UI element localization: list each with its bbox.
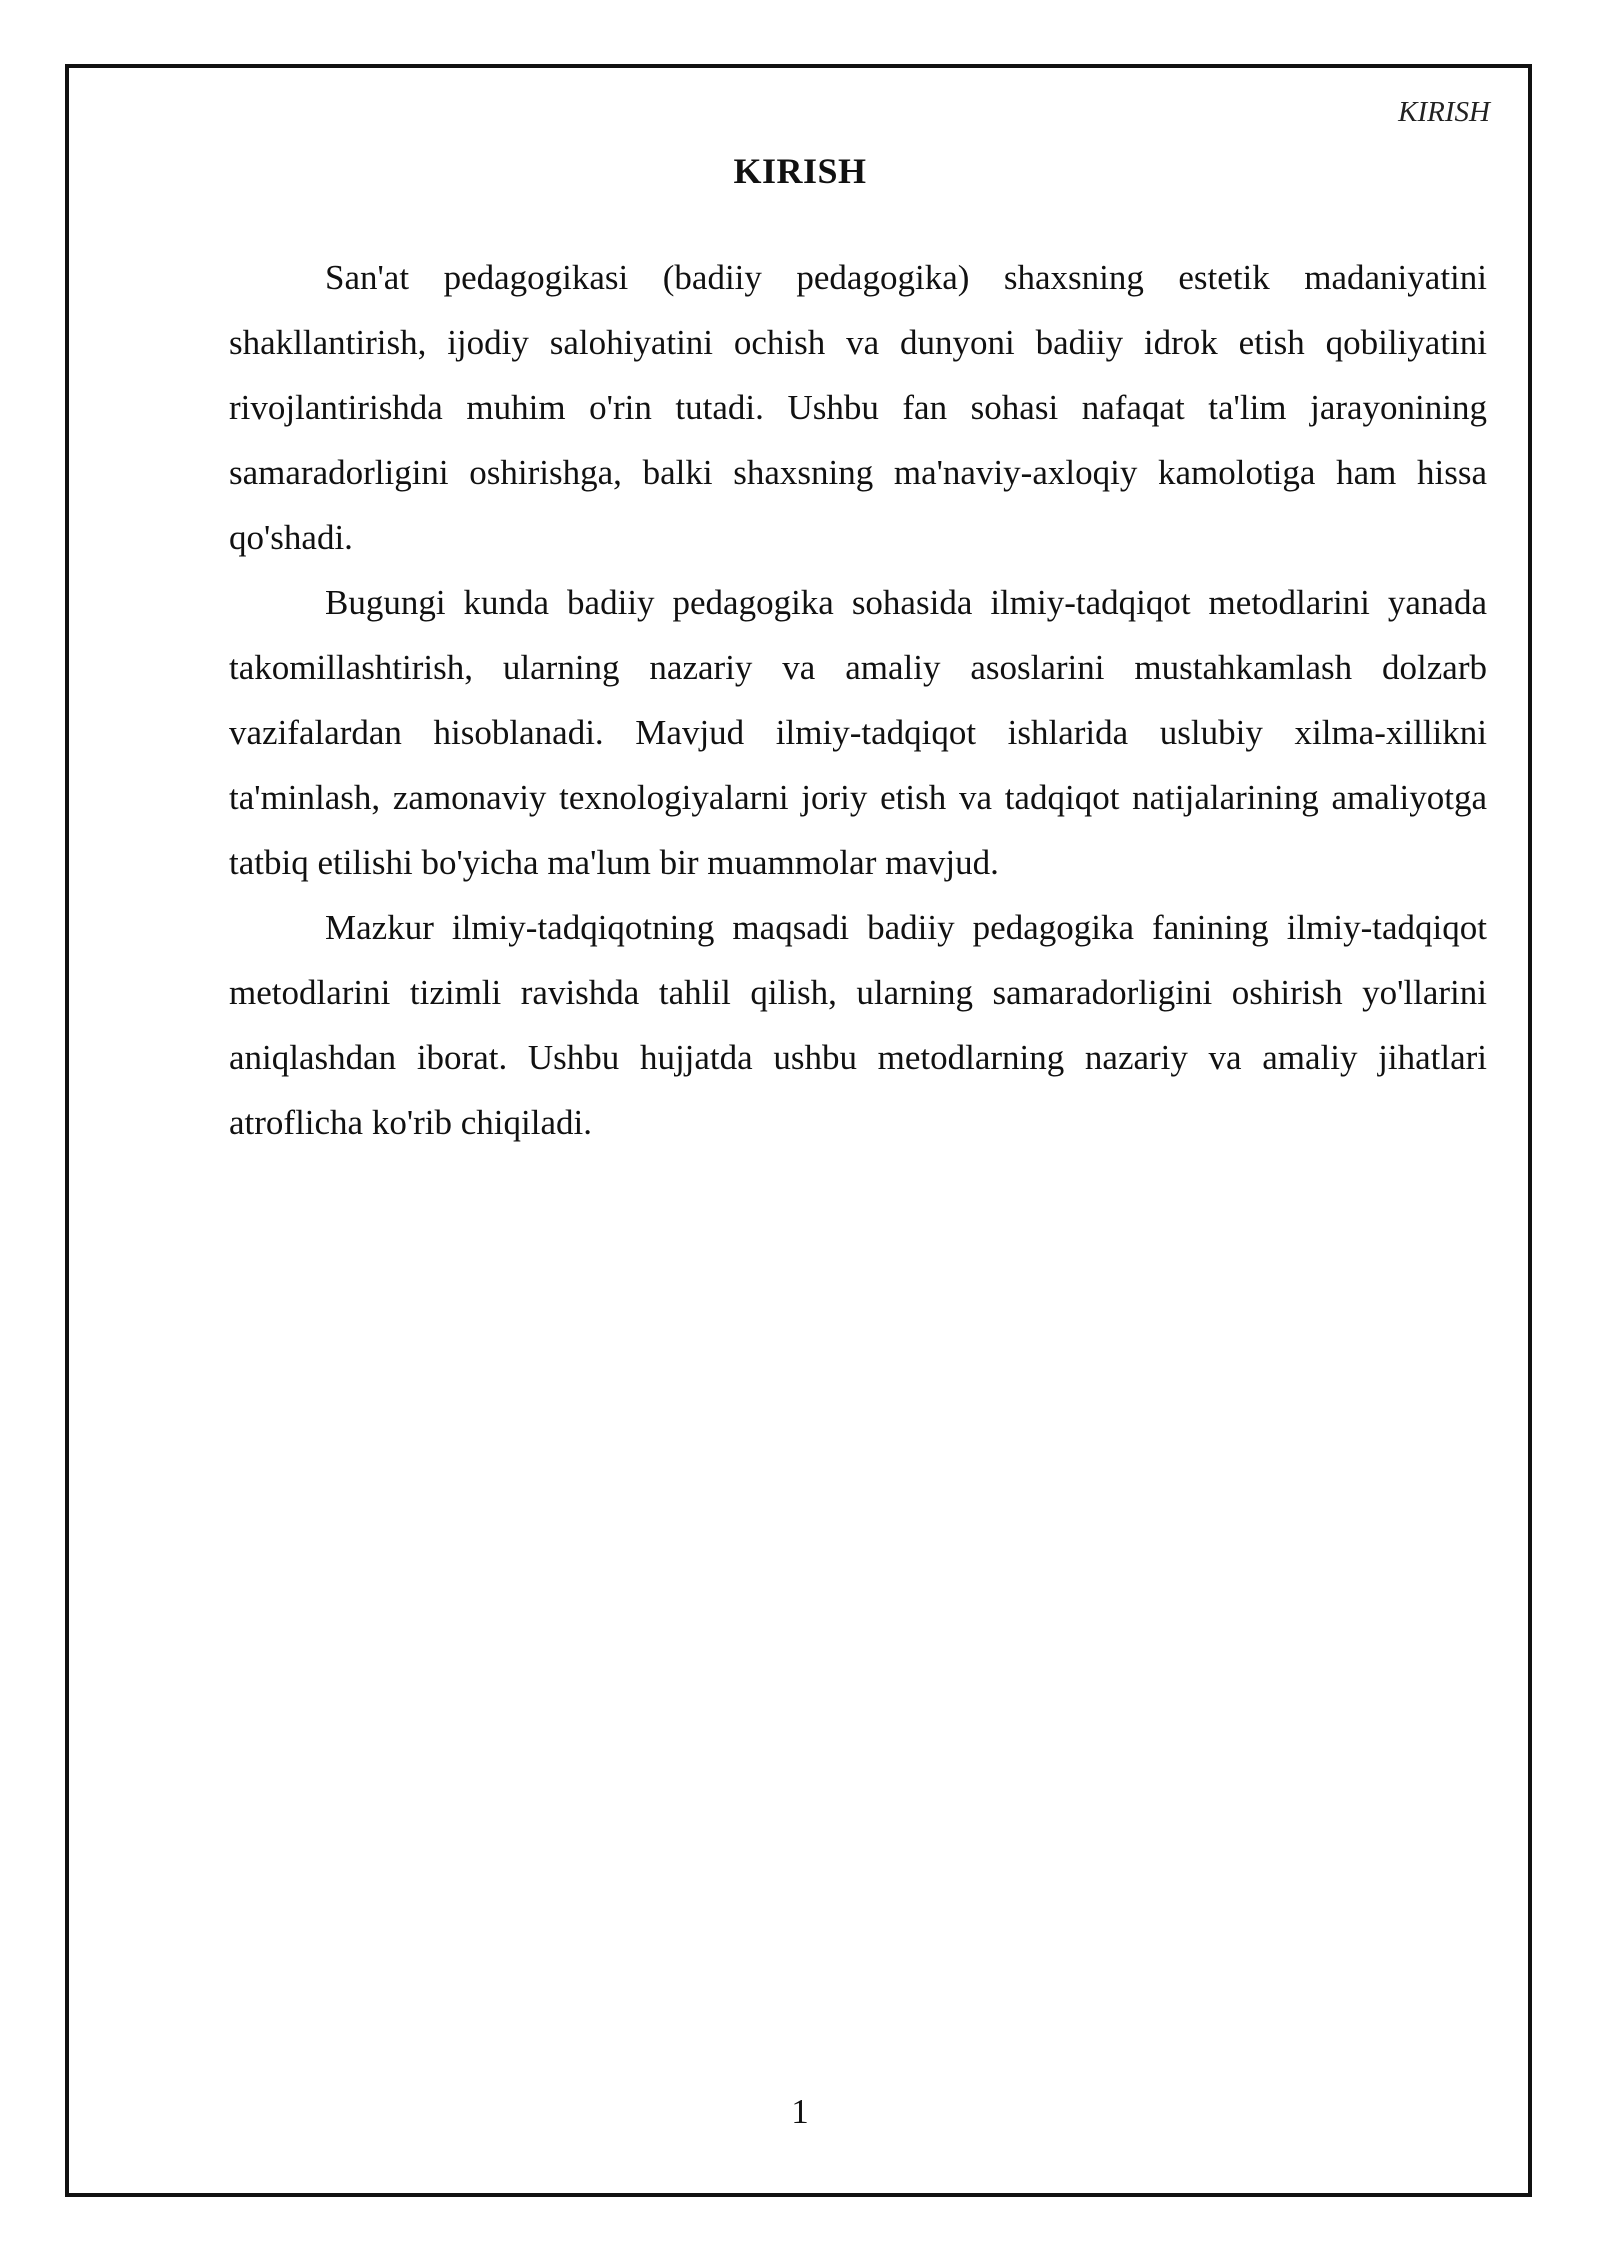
body-text — [229, 245, 1487, 1155]
paragraph-3: Mazkur ilmiy-tadqiqotning maqsadi badiiy pedagogika fanining ilmiy-tadqiqot metodlarini tizimli ravishda tahlil qilish, ularning samaradorligini oshirish yo'llarini aniqlashdan iborat. Ushbu hujjatda ushbu metodlarning nazariy va amaliy jihatlari atroflicha ko'rib chiqiladi. — [229, 908, 1487, 1142]
running-header: KIRISH — [1398, 96, 1490, 128]
page-number: 1 — [791, 2092, 809, 2131]
document-title: KIRISH — [733, 151, 867, 191]
paragraph-1: San'at pedagogikasi (badiiy pedagogika) shaxsning estetik madaniyatini shakllantirish, ijodiy salohiyatini ochish va dunyoni badiiy idrok etish qobiliyatini rivojlantirishda muhim o'rin tutadi. Ushbu fan sohasi nafaqat ta'lim jarayonining samaradorligini oshirishga, balki shaxsning ma'naviy-axloqiy kamolotiga ham hissa qo'shadi. — [229, 258, 1487, 557]
paragraph-2: Bugungi kunda badiiy pedagogika sohasida ilmiy-tadqiqot metodlarini yanada takomillashtirish, ularning nazariy va amaliy asoslarini mustahkamlash dolzarb vazifalardan hisoblanadi. Mavjud ilmiy-tadqiqot ishlarida uslubiy xilma-xillikni ta'minlash, zamonaviy texnologiyalarni joriy etish va tadqiqot natijalarining amaliyotga tatbiq etilishi bo'yicha ma'lum bir muammolar mavjud. — [229, 583, 1487, 882]
